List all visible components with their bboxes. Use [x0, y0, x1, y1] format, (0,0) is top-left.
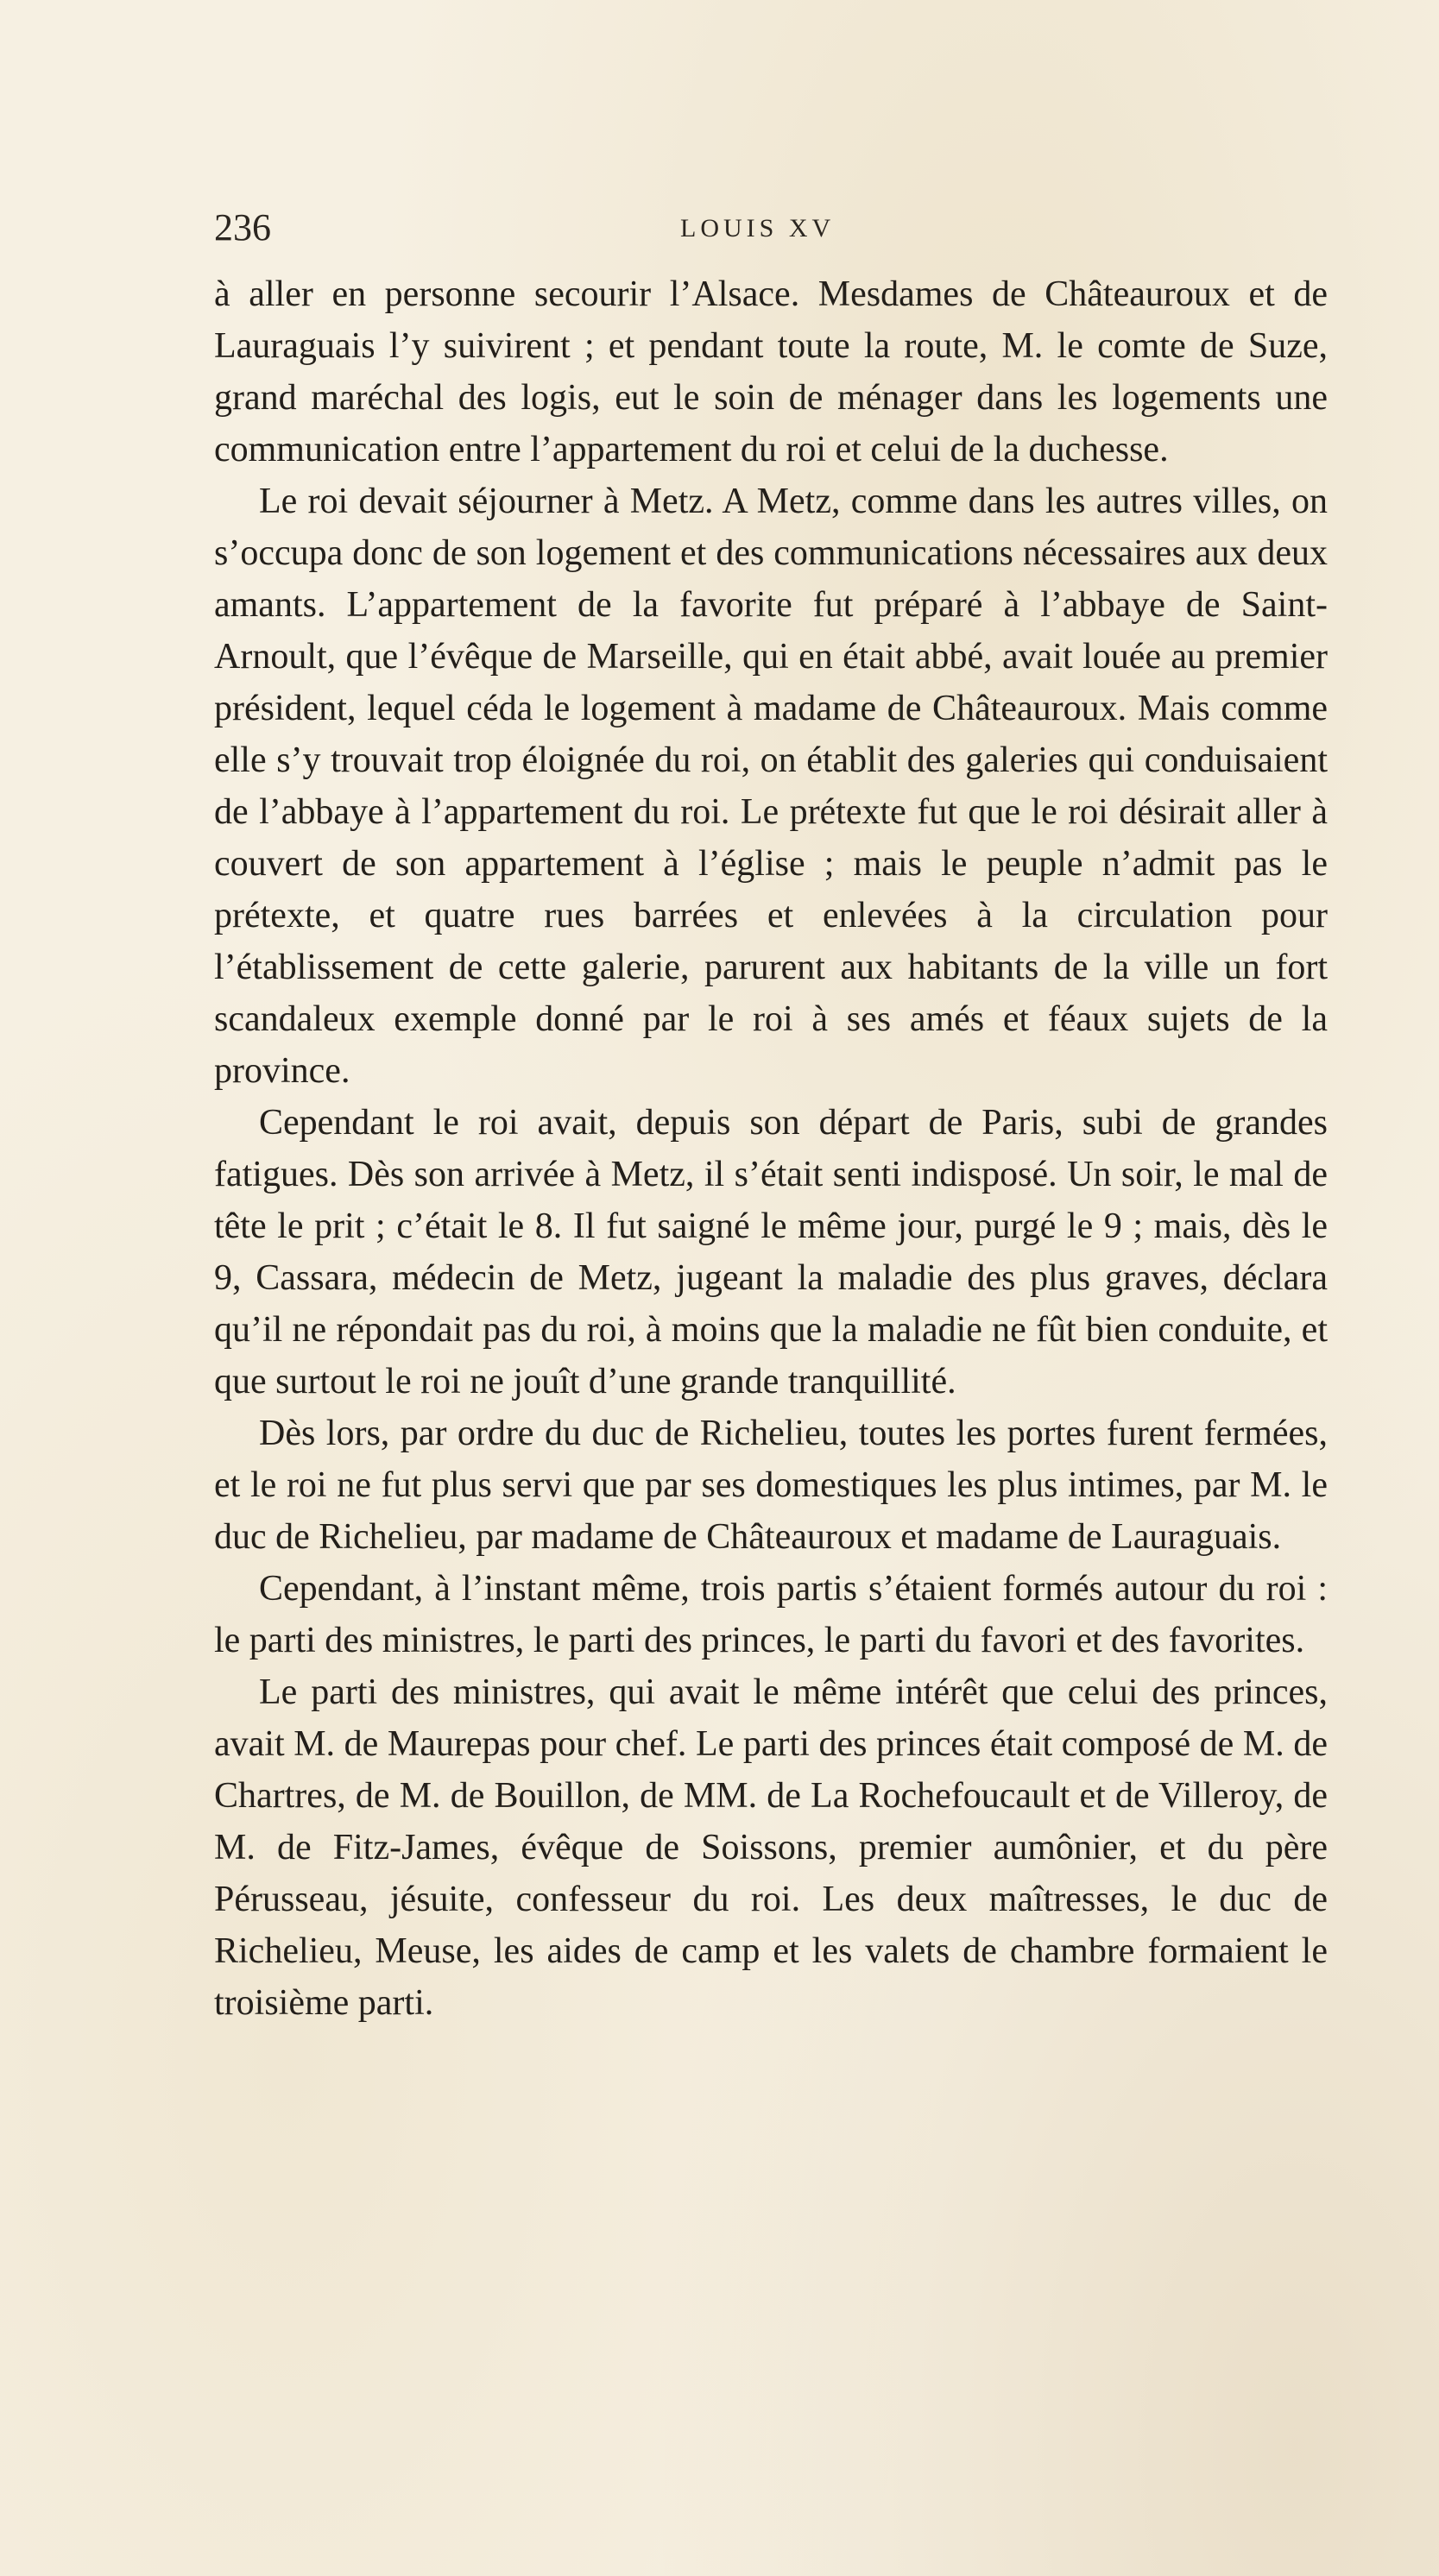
body-text	[214, 268, 1328, 2029]
paragraph: Cependant, à l’instant même, trois partis s’étaient formés autour du roi : le parti des ministres, le parti des princes, le parti du favori et des favorites.	[214, 1569, 1328, 1660]
running-head: LOUIS XV	[680, 214, 836, 242]
page-number: 236	[214, 206, 271, 249]
paragraph: Le roi devait séjourner à Metz. A Metz, comme dans les autres villes, on s’occupa donc de son logement et des communications nécessaires aux deux amants. L’appartement de la favorite fut préparé à l’abbaye de Saint-Arnoult, que l’évêque de Marseille, qui en était abbé, avait louée au premier président, lequel céda le logement à madame de Châteauroux. Mais comme elle s’y trouvait trop éloignée du roi, on établit des galeries qui conduisaient de l’abbaye à l’appartement du roi. Le prétexte fut que le roi désirait aller à couvert de son appartement à l’église ; mais le peuple n’admit pas le prétexte, et quatre rues barrées et enlevées à la circulation pour l’établissement de cette galerie, parurent aux habitants de la ville un fort scandaleux exemple donné par le roi à ses amés et féaux sujets de la province.	[214, 482, 1328, 1091]
paragraph: à aller en personne secourir l’Alsace. Mesdames de Châteauroux et de Lauraguais l’y suivirent ; et pendant toute la route, M. le comte de Suze, grand maréchal des logis, eut le soin de ménager dans les logements une communication entre l’appartement du roi et celui de la duchesse.	[214, 274, 1328, 469]
paragraph: Cependant le roi avait, depuis son départ de Paris, subi de grandes fatigues. Dès son arrivée à Metz, il s’était senti indisposé. Un soir, le mal de tête le prit ; c’était le 8. Il fut saigné le même jour, purgé le 9 ; mais, dès le 9, Cassara, médecin de Metz, jugeant la maladie des plus graves, déclara qu’il ne répondait pas du roi, à moins que la maladie ne fût bien conduite, et que surtout le roi ne jouît d’une grande tranquillité.	[214, 1103, 1328, 1401]
paragraph: Le parti des ministres, qui avait le même intérêt que celui des princes, avait M. de Maurepas pour chef. Le parti des princes était composé de M. de Chartres, de M. de Bouillon, de MM. de La Rochefoucault et de Villeroy, de M. de Fitz-James, évêque de Soissons, premier aumônier, et du père Pérusseau, jésuite, confesseur du roi. Les deux maîtresses, le duc de Richelieu, Meuse, les aides de camp et les valets de chambre formaient le troisième parti.	[214, 1672, 1328, 2023]
paragraph: Dès lors, par ordre du duc de Richelieu, toutes les portes furent fermées, et le roi ne fut plus servi que par ses domestiques les plus intimes, par M. le duc de Richelieu, par madame de Châteauroux et madame de Lauraguais.	[214, 1414, 1328, 1557]
page-header	[214, 205, 1328, 257]
